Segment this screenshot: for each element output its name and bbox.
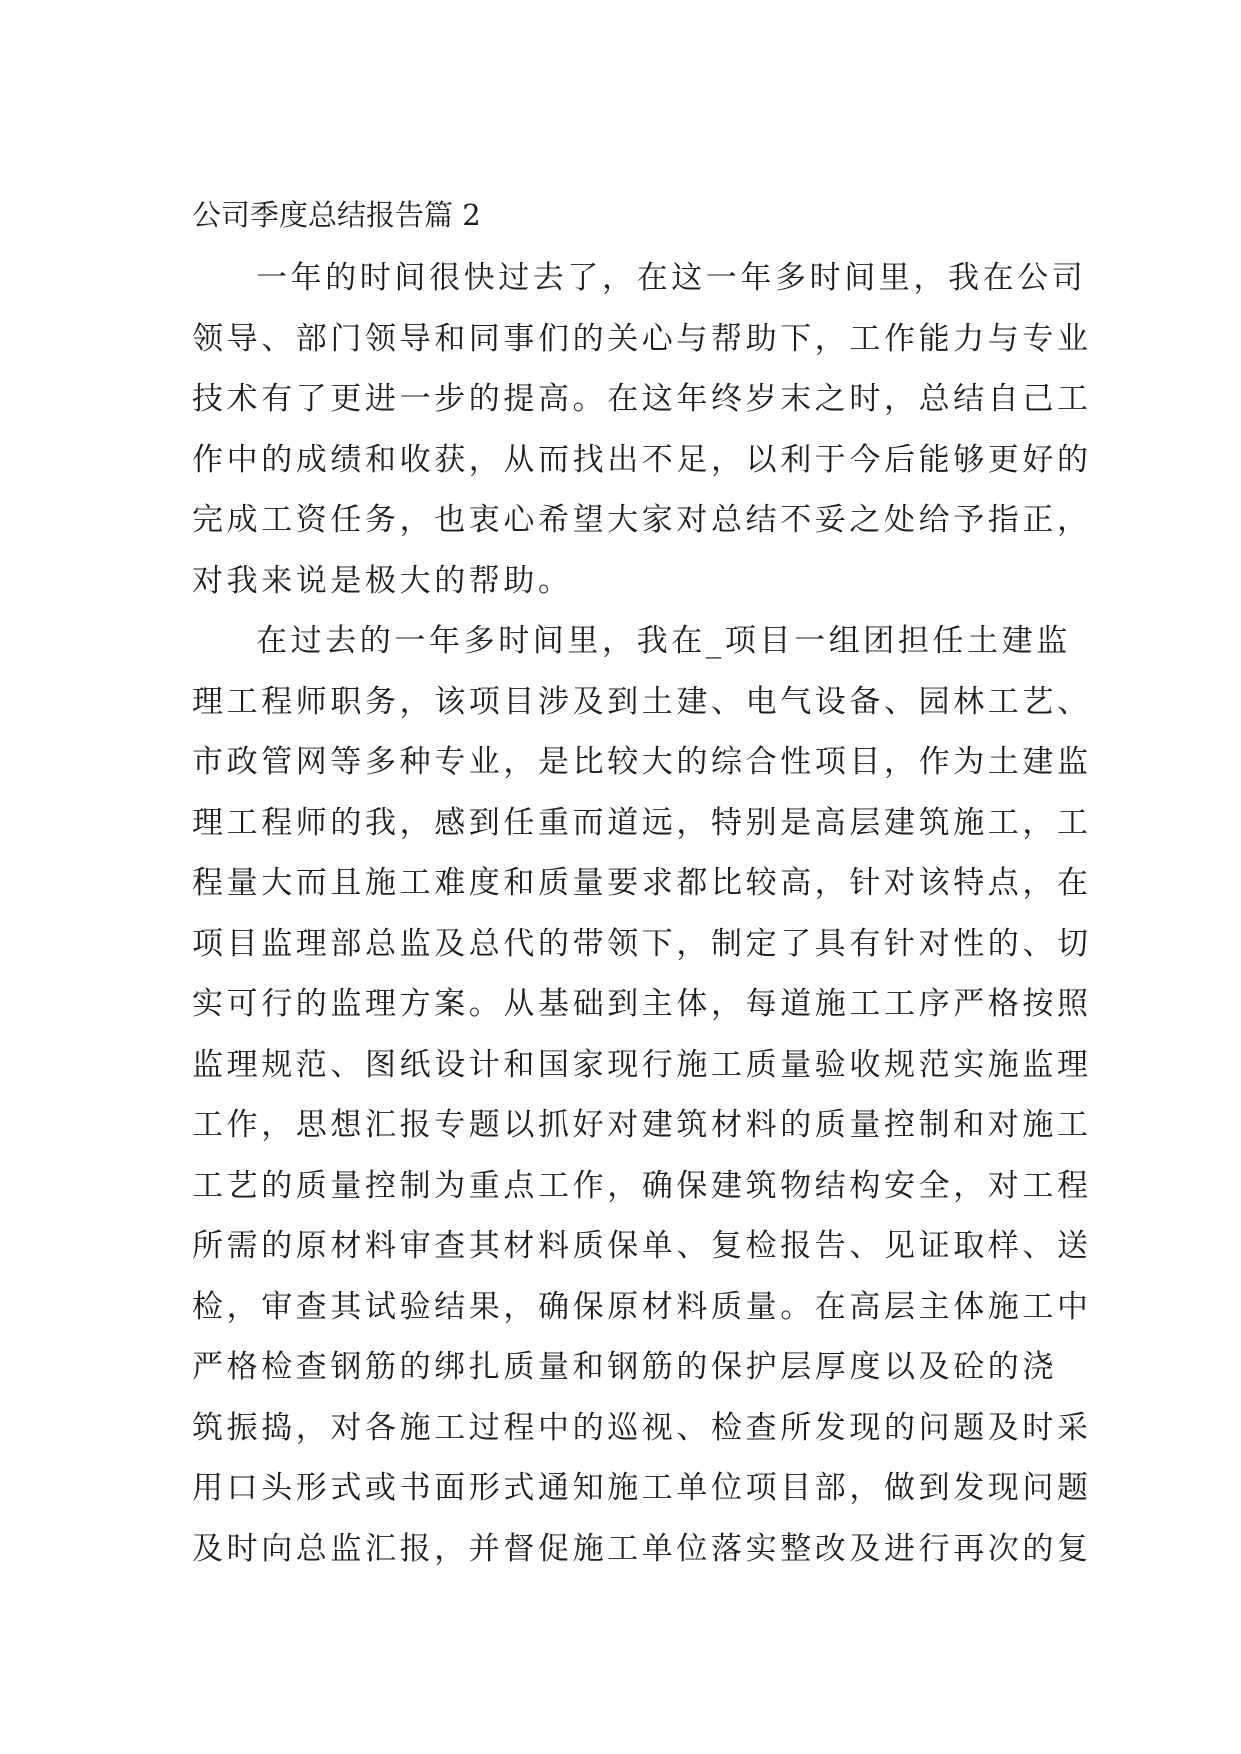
text-line: 用口头形式或书面形式通知施工单位项目部，做到发现问题 [192, 1470, 1092, 1506]
text-line: 程量大而且施工难度和质量要求都比较高，针对该特点，在 [192, 865, 1092, 901]
text-line: 作中的成绩和收获，从而找出不足，以利于今后能够更好的 [192, 441, 1092, 478]
text-line: 工艺的质量控制为重点工作，确保建筑物结构安全，对工程 [192, 1167, 1092, 1204]
text-line: 技术有了更进一步的提高。在这年终岁末之时，总结自己工 [192, 381, 1092, 417]
text-line: 筑振捣，对各施工过程中的巡视、检查所发现的问题及时采 [192, 1409, 1092, 1446]
text-line: 理工程师的我，感到任重而道远，特别是高层建筑施工，工 [192, 804, 1092, 841]
text-line: 项目监理部总监及总代的带领下，制定了具有针对性的、切 [192, 925, 1092, 962]
text-line: 完成工资任务，也衷心希望大家对总结不妥之处给予指正， [192, 502, 1092, 538]
document-title: 公司季度总结报告篇 2 [192, 198, 481, 232]
text-line: 所需的原材料审查其材料质保单、复检报告、见证取样、送 [192, 1228, 1092, 1264]
text-line: 工作，思想汇报专题以抓好对建筑材料的质量控制和对施工 [192, 1107, 1092, 1143]
text-line: 监理规范、图纸设计和国家现行施工质量验收规范实施监理 [192, 1046, 1092, 1083]
text-line: 及时向总监汇报，并督促施工单位落实整改及进行再次的复 [192, 1530, 1092, 1567]
paragraph-1 [192, 248, 1092, 611]
text-line: 市政管网等多种专业，是比较大的综合性项目，作为土建监 [192, 744, 1092, 780]
text-line: 检，审查其试验结果，确保原材料质量。在高层主体施工中 [192, 1288, 1092, 1325]
text-line: 一年的时间很快过去了，在这一年多时间里，我在公司 [256, 260, 1087, 296]
text-line: 理工程师职务，该项目涉及到土建、电气设备、园林工艺、 [192, 683, 1092, 720]
text-line: 对我来说是极大的帮助。 [192, 562, 573, 599]
paragraph-2 [192, 611, 1092, 1579]
document-body [192, 248, 1092, 1579]
text-line: 在过去的一年多时间里，我在_项目一组团担任土建监 [256, 623, 1071, 659]
text-line: 实可行的监理方案。从基础到主体，每道施工工序严格按照 [192, 986, 1092, 1022]
text-line: 严格检查钢筋的绑扎质量和钢筋的保护层厚度以及砼的浇 [192, 1349, 1057, 1385]
text-line: 领导、部门领导和同事们的关心与帮助下，工作能力与专业 [192, 320, 1092, 357]
